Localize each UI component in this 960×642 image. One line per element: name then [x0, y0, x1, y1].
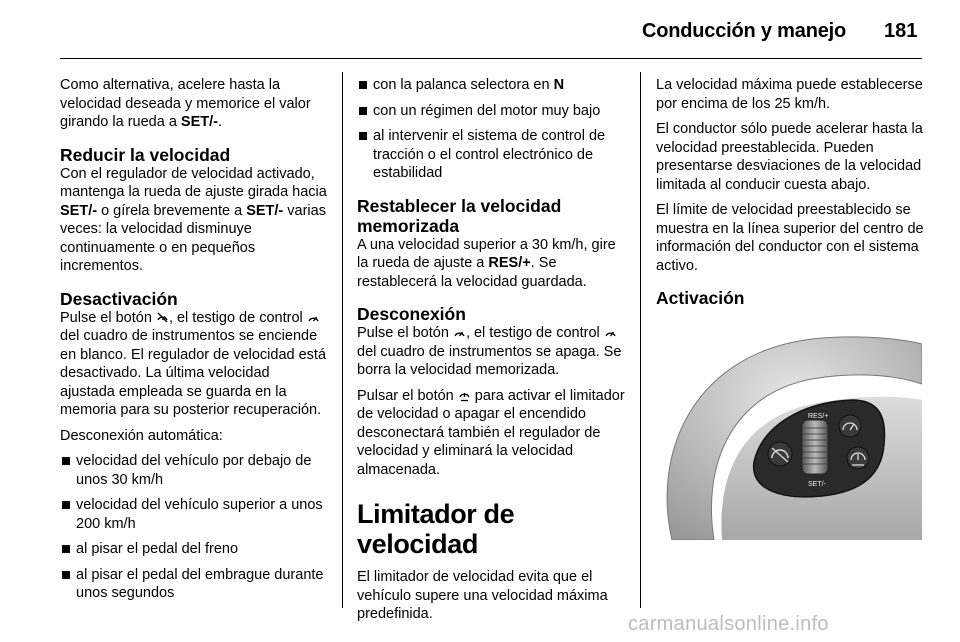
max-speed-paragraph: La velocidad máxima puede establecerse por encima de los 25 km/h.: [656, 77, 923, 112]
activation-heading: Activación: [656, 288, 745, 308]
limiter-button-paragraph: Pulsar el botón para activar el limitador de velocidad o apagar el encendido desconectará también el regulador de velocidad y eliminará la velocidad almacenada.: [357, 387, 625, 478]
deactivation-heading: Desactivación: [60, 288, 178, 309]
disconnect-paragraph: Pulse el botón , el testigo de control del cuadro de instrumentos se apaga. Se borra la velocidad memorizada.: [357, 325, 622, 378]
watermark: carmanualsonline.info: [628, 613, 829, 635]
speed-limiter-heading: Limitador de velocidad: [357, 499, 515, 559]
speed-limiter-paragraph: El limitador de velocidad evita que el vehículo supere una velocidad máxima predefinida.: [357, 569, 608, 622]
speed-limiter-icon: [458, 389, 471, 402]
list-item: velocidad del vehículo por debajo de unos 30 km/h: [60, 452, 328, 489]
driver-paragraph: El conductor sólo puede acelerar hasta la velocidad preestablecida. Pueden presentarse desviaciones de la velocidad limitada al conducir cuesta abajo.: [656, 121, 923, 193]
list-item: con la palanca selectora en N: [357, 76, 627, 95]
column-3: [656, 76, 924, 308]
restore-speed-paragraph: A una velocidad superior a 30 km/h, gire la rueda de ajuste a RES/+. Se restablecerá la velocidad guardada.: [357, 236, 616, 290]
auto-disconnect-list-continued: [357, 76, 627, 183]
reduce-speed-heading: Reducir la velocidad: [60, 144, 231, 165]
deactivation-paragraph: Pulse el botón , el testigo de control del cuadro de instrumentos se enciende en blanco. El regulador de velocidad está desactivado. La última velocidad ajustada empleada se guarda en la memoria para su posterior recuperación.: [60, 309, 327, 418]
header-title: Conducción y manejo: [642, 20, 847, 42]
list-item: al pisar el pedal del embrague durante unos segundos: [60, 566, 328, 603]
list-item: al intervenir el sistema de control de tracción o el control electrónico de estabilidad: [357, 127, 627, 183]
cruise-off-icon: [156, 311, 169, 324]
column-1: [60, 76, 328, 610]
header-rule: [60, 58, 922, 59]
column-2: [357, 76, 627, 631]
page-number: 181: [884, 20, 918, 42]
intro-paragraph: Como alternativa, acelere hasta la velocidad deseada y memorice el valor girando la rueda a SET/-.: [60, 77, 311, 130]
restore-speed-heading: Restablecer la velocidad memorizada: [357, 195, 562, 236]
column-divider-2: [640, 72, 641, 608]
auto-disconnect-list: [60, 452, 328, 603]
column-divider-1: [342, 72, 343, 608]
disconnect-heading: Desconexión: [357, 304, 466, 324]
list-item: al pisar el pedal del freno: [60, 540, 328, 559]
cruise-control-icon: [604, 326, 617, 339]
svg-text:SET/-: SET/-: [808, 481, 826, 488]
steering-wheel-photo: [662, 334, 922, 540]
auto-disconnect-label: Desconexión automática:: [60, 427, 223, 444]
display-paragraph: El límite de velocidad preestablecido se muestra en la línea superior del centro de información del conductor con el sistema activo.: [656, 202, 924, 274]
svg-text:RES/+: RES/+: [808, 413, 829, 420]
reduce-speed-paragraph: Con el regulador de velocidad activado, mantenga la rueda de ajuste girada hacia SET/- o gírela brevemente a SET/- varias veces: la velocidad disminuye continuamente o en pequeños incrementos.: [60, 165, 327, 274]
cruise-control-icon: [307, 311, 320, 324]
list-item: con un régimen del motor muy bajo: [357, 102, 627, 121]
cruise-control-icon: [453, 326, 466, 339]
list-item: velocidad del vehículo superior a unos 200 km/h: [60, 496, 328, 533]
